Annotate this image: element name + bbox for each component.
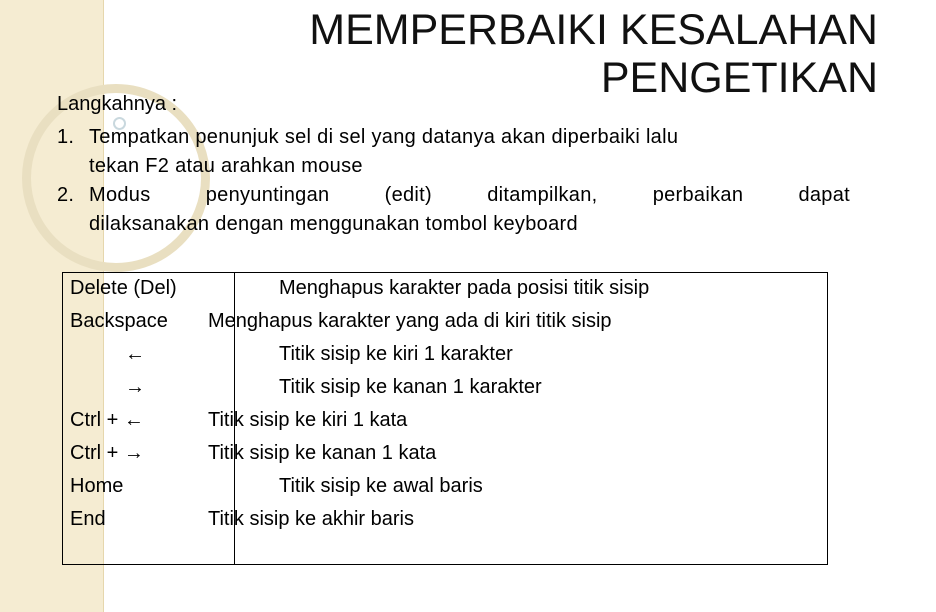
steps-list [57,123,850,239]
slide-title [309,6,878,102]
key-description: Titik sisip ke kanan 1 kata [208,442,437,464]
step-text-line: tekan F2 atau arahkan mouse [89,155,363,177]
step-2 [57,181,850,239]
key-description: Titik sisip ke kiri 1 kata [208,409,408,431]
step-word: ditampilkan, [487,184,598,206]
step-text-line: Tempatkan penunjuk sel di sel yang datanya akan diperbaiki lalu [89,126,679,148]
step-word: (edit) [384,184,432,206]
key-name: End [70,508,106,530]
key-name: Backspace [70,310,168,332]
step-number: 2. [57,184,75,206]
step-text-line-justified [89,181,850,210]
step-number: 1. [57,126,75,148]
key-name: Delete (Del) [70,277,177,299]
key-description: Titik sisip ke kanan 1 karakter [279,376,542,398]
key-name: Ctrl + → [70,442,144,464]
title-line-1: MEMPERBAIKI KESALAHAN [309,6,878,54]
step-word: Modus [89,184,151,206]
step-text-line: dilaksanakan dengan menggunakan tombol keyboard [89,213,578,235]
right-arrow-icon: → [125,376,145,398]
title-line-2: PENGETIKAN [600,54,878,102]
step-word: perbaikan [652,184,744,206]
step-word: penyuntingan [205,184,330,206]
step-1 [57,123,850,181]
keyboard-shortcut-table [62,272,828,565]
key-name: Home [70,475,124,497]
key-description: Menghapus karakter pada posisi titik sisip [279,277,650,299]
key-description: Titik sisip ke kiri 1 karakter [279,343,513,365]
key-name: Ctrl + ← [70,409,144,431]
step-word: dapat [798,184,850,206]
intro-text: Langkahnya : [57,93,178,115]
key-description: Titik sisip ke akhir baris [208,508,414,530]
key-description: Menghapus karakter yang ada di kiri titik sisip [208,310,612,332]
key-description: Titik sisip ke awal baris [279,475,483,497]
left-arrow-icon: ← [125,343,145,365]
